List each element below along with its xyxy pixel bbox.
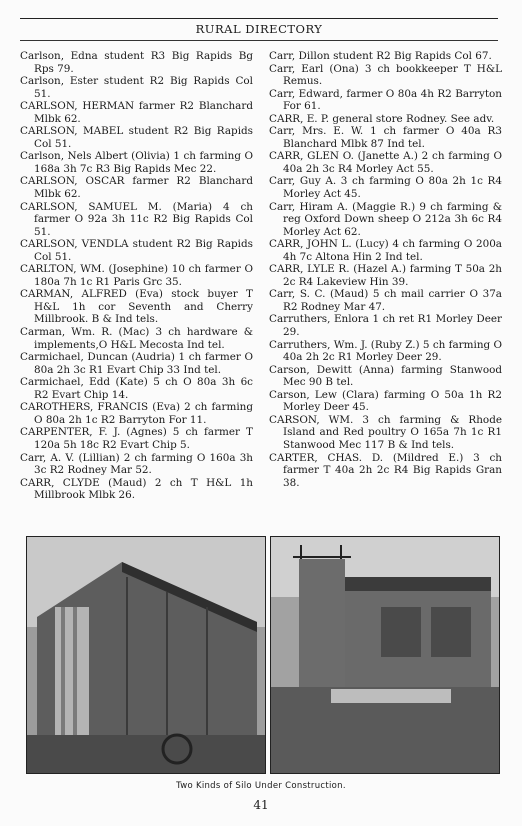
silo-photo-right: [270, 536, 500, 774]
directory-entry: CARSON, WM. 3 ch farming & Rhode Island and Red poultry O 165a 7h 1c R1 Stanwood Mec 117 B & Ind tels.: [269, 413, 502, 451]
directory-entry: Carman, Wm. R. (Mac) 3 ch hardware & implements,O H&L Mecosta Ind tel.: [20, 326, 253, 351]
left-column: [20, 50, 253, 520]
directory-entry: Carr, Dillon student R2 Big Rapids Col 67.: [269, 50, 492, 62]
directory-entry: Carlson, Nels Albert (Olivia) 1 ch farming O 168a 3h 7c R3 Big Rapids Mec 22.: [20, 150, 253, 175]
directory-entry: CARLSON, MABEL student R2 Big Rapids Col 51.: [20, 125, 253, 150]
directory-entry: CARLSON, SAMUEL M. (Maria) 4 ch farmer O 92a 3h 11c R2 Big Rapids Col 51.: [20, 200, 253, 238]
photo-section: [20, 524, 502, 776]
directory-entry: CARLTON, WM. (Josephine) 10 ch farmer O 180a 7h 1c R1 Paris Grc 35.: [20, 263, 253, 288]
directory-entry: Carmichael, Duncan (Audria) 1 ch farmer O 80a 2h 3c R1 Evart Chip 33 Ind tel.: [20, 351, 253, 376]
directory-entry: Carson, Lew (Clara) farming O 50a 1h R2 Morley Deer 45.: [269, 388, 502, 414]
directory-entry: CARR, E. P. general store Rodney. See adv.: [269, 112, 495, 125]
directory-entry: Carr, Guy A. 3 ch farming O 80a 2h 1c R4 Morley Act 45.: [269, 175, 502, 201]
directory-entry: Carr, Edward, farmer O 80a 4h R2 Barryton For 61.: [269, 87, 502, 113]
directory-entry: Carlson, Edna student R3 Big Rapids Bg Rps 79.: [20, 50, 253, 75]
directory-entry: CARMAN, ALFRED (Eva) stock buyer T H&L 1h cor Seventh and Cherry Millbrook. B & Ind tels.: [20, 288, 253, 326]
directory-entry: CARLSON, VENDLA student R2 Big Rapids Col 51.: [20, 238, 253, 263]
header-rule-top: [20, 18, 498, 19]
header-rule-bottom: [20, 40, 498, 41]
directory-entry: Carr, Mrs. E. W. 1 ch farmer O 40a R3 Blanchard Mlbk 87 Ind tel.: [269, 125, 502, 150]
directory-entry: Carlson, Ester student R2 Big Rapids Col 51.: [20, 75, 253, 100]
page-header: RURAL DIRECTORY: [195, 22, 323, 36]
directory-entry: Carmichael, Edd (Kate) 5 ch O 80a 3h 6c R2 Evart Chip 14.: [20, 376, 253, 401]
directory-entry: CARLSON, HERMAN farmer R2 Blanchard Mlbk 62.: [20, 100, 253, 125]
directory-entry: CARR, LYLE R. (Hazel A.) farming T 50a 2h 2c R4 Lakeview Hin 39.: [269, 263, 502, 288]
directory-entry: Carr, S. C. (Maud) 5 ch mail carrier O 37a R2 Rodney Mar 47.: [269, 288, 502, 313]
photo-caption: Two Kinds of Silo Under Construction.: [176, 781, 346, 791]
directory-entry: CARTER, CHAS. D. (Mildred E.) 3 ch farmer T 40a 2h 2c R4 Big Rapids Gran 38.: [269, 451, 502, 489]
directory-entry: Carr, Hiram A. (Maggie R.) 9 ch farming & reg Oxford Down sheep O 212a 3h 6c R4 Morley Act 62.: [269, 200, 502, 238]
directory-columns: [20, 50, 502, 520]
directory-entry: Carr, A. V. (Lillian) 2 ch farming O 160a 3h 3c R2 Rodney Mar 52.: [20, 451, 253, 477]
directory-entry: Carruthers, Enlora 1 ch ret R1 Morley Deer 29.: [269, 313, 502, 339]
silo-photo-left: [26, 536, 266, 774]
right-column: [269, 50, 502, 520]
directory-entry: CAROTHERS, FRANCIS (Eva) 2 ch farming O 80a 2h 1c R2 Barryton For 11.: [20, 401, 253, 426]
directory-entry: CARR, JOHN L. (Lucy) 4 ch farming O 200a 4h 7c Altona Hin 2 Ind tel.: [269, 238, 502, 263]
directory-entry: Carson, Dewitt (Anna) farming Stanwood Mec 90 B tel.: [269, 363, 502, 389]
directory-entry: CARR, GLEN O. (Janette A.) 2 ch farming O 40a 2h 3c R4 Morley Act 55.: [269, 150, 502, 175]
directory-entry: CARPENTER, F. J. (Agnes) 5 ch farmer T 120a 5h 18c R2 Evart Chip 5.: [20, 426, 253, 451]
directory-entry: CARR, CLYDE (Maud) 2 ch T H&L 1h Millbrook Mlbk 26.: [20, 476, 253, 502]
directory-entry: Carruthers, Wm. J. (Ruby Z.) 5 ch farming O 40a 2h 2c R1 Morley Deer 29.: [269, 338, 502, 364]
page-number: 41: [253, 798, 269, 812]
directory-entry: CARLSON, OSCAR farmer R2 Blanchard Mlbk 62.: [20, 175, 253, 201]
directory-entry: Carr, Earl (Ona) 3 ch bookkeeper T H&L Remus.: [269, 62, 502, 88]
